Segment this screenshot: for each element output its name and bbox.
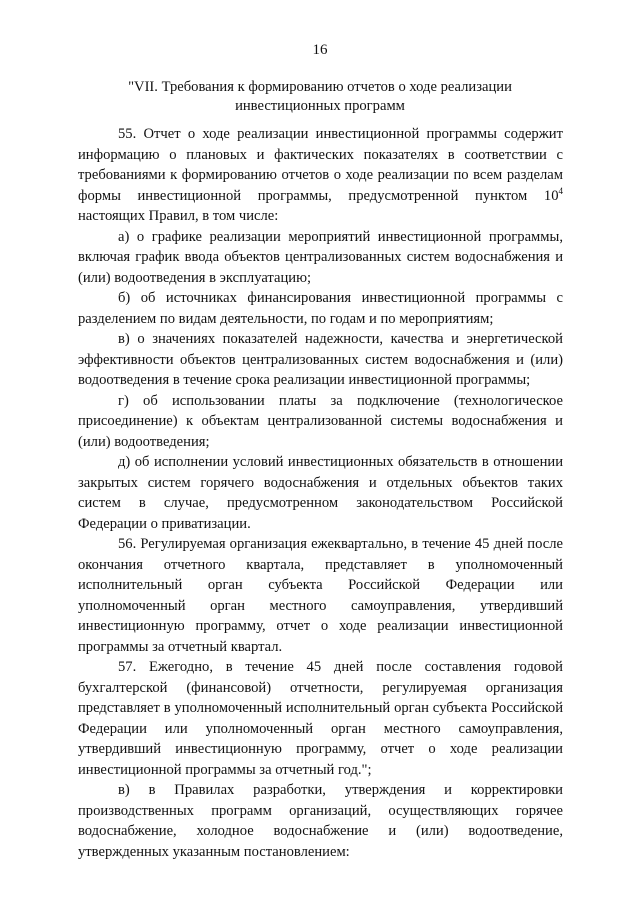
section-heading (80, 78, 560, 116)
superscript-4: 4 (558, 185, 563, 196)
subitem-b: б) об источниках финансирования инвестиционной программы с разделением по видам деятельности, по годам и по мероприятиям; (78, 290, 563, 327)
subitem-g: г) об использовании платы за подключение (технологическое присоединение) к объектам централизованной системы водоснабжения и (или) водоотведения; (78, 392, 563, 450)
paragraph-57: 57. Ежегодно, в течение 45 дней после составления годовой бухгалтерской (финансовой) отчетности, регулируемая организация представляет в уполномоченный исполнительный орган субъекта Российской Федерации или уполномоченный орган местного самоуправления, утвердивший инвестиционную программу, отчет о ходе реализации инвестиционной программы за отчетный год."; (78, 659, 563, 778)
subitem-v-rules: в) в Правилах разработки, утверждения и корректировки производственных программ организаций, осуществляющих горячее водоснабжение, холодное водоснабжение и (или) водоотведение, утвержденных указанным постановлением: (78, 782, 563, 860)
subitem-a: а) о графике реализации мероприятий инвестиционной программы, включая график ввода объектов централизованных систем водоснабжения и (или) водоотведения в эксплуатацию; (78, 228, 563, 286)
paragraph-55-tail: настоящих Правил, в том числе: (78, 208, 279, 224)
document-body (78, 124, 563, 862)
subitem-v: в) о значениях показателей надежности, качества и энергетической эффективности объектов централизованных систем водоснабжения и (или) водоотведения в течение срока реализации инвестиционной программы; (78, 331, 563, 388)
page-number: 16 (312, 42, 328, 58)
paragraph-55-text: 55. Отчет о ходе реализации инвестиционной программы содержит информацию о плановых и фактических показателях в соответствии с требованиями к формированию отчетов о ходе реализации по всем разделам формы инвестиционной программы, предусмотренной пунктом 10 (78, 126, 563, 204)
section-heading-line-1: "VII. Требования к формированию отчетов о ходе реализации (128, 79, 512, 95)
section-heading-line-2: инвестиционных программ (235, 98, 405, 114)
paragraph-55 (78, 124, 563, 227)
subitem-d: д) об исполнении условий инвестиционных обязательств в отношении закрытых систем горячего водоснабжения и отдельных объектов таких систем в случае, предусмотренном законодательством Российской Федерации о приватизации. (78, 454, 563, 532)
paragraph-56: 56. Регулируемая организация ежеквартально, в течение 45 дней после окончания отчетного квартала, представляет в уполномоченный исполнительный орган субъекта Российской Федерации или уполномоченный орган местного самоуправления, утвердивший инвестиционную программу, отчет о ходе реализации инвестиционной программы за отчетный квартал. (78, 536, 563, 655)
